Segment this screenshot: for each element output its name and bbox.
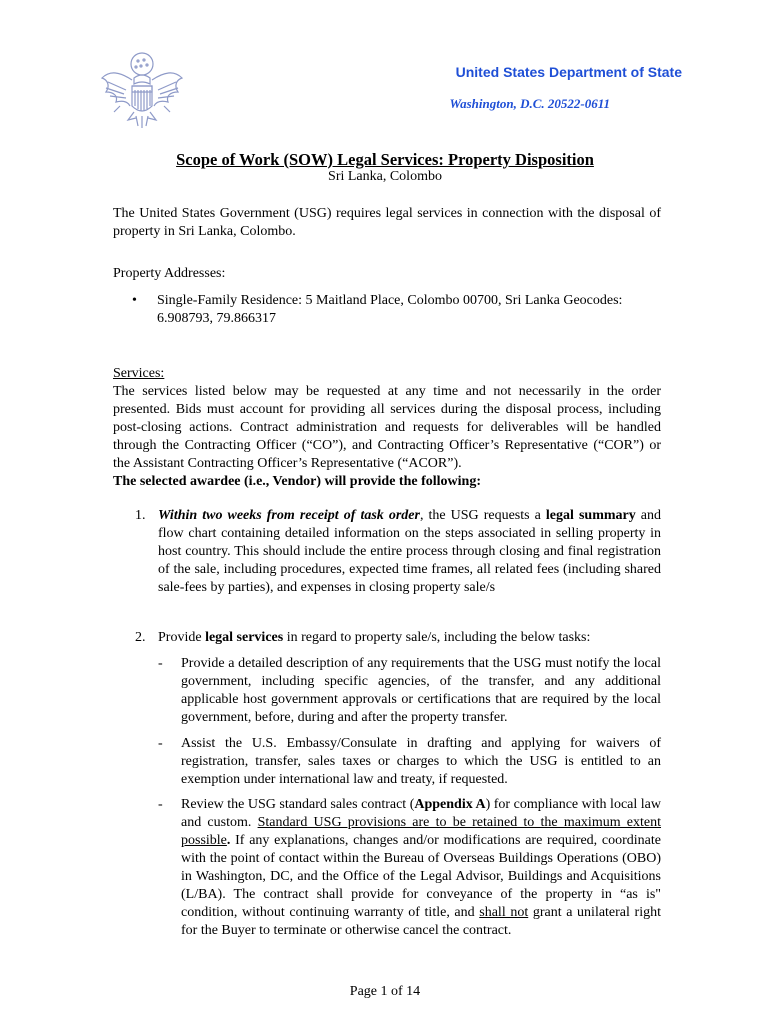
sub-item-1-dash: - [158,656,163,671]
item-1-text [158,507,661,597]
sub-item-3-a: Review the USG standard sales contract ( [181,797,415,812]
bullet-icon: • [132,293,137,308]
sub-item-2-dash: - [158,736,163,751]
sub-item-1-text: Provide a detailed description of any requirements that the USG must notify the local government, including specific agencies, of the transfer, and any additional applicable host government approvals or certifications that are required by the local government, before, during and after the property transfer. [181,656,661,725]
services-heading: Services: [113,366,165,381]
sub-item-3-c: If any explanations, changes and/or modifications are required, coordinate with the point of contact within the Bureau of Overseas Buildings Operations (OBO) in Washington, DC, and the Office of the Legal Advisor, Buildings and Acquisitions (L/BA). The contract shall provide for conveyance of the property in “as is" condition, without continuing warranty of title, and [181,833,661,920]
item-2-number: 2. [135,630,146,645]
item-1-text-a: , the USG requests a [419,508,546,523]
sub-item-2-text: Assist the U.S. Embassy/Consulate in drafting and applying for waivers of registration, transfer, sales taxes or charges to which the USG is entitled to an exemption under international law and treaty, if requested. [181,736,661,787]
sub-item-3-underlined: Standard USG provisions are to be retained to the maximum extent possible [181,815,662,848]
sub-item-3-text [181,796,661,940]
agency-address: Washington, D.C. 20522-0611 [449,96,610,111]
item-1-number: 1. [135,508,146,523]
item-1-text-b: and flow chart containing detailed information on the steps associated in selling property in host country. This should include the entire process through closing and final registration of the sale, including procedures, expected time frames, all related fees (including shared sale-fees by parties), and expenses in closing property sale/s [158,508,662,595]
sub-item-3-period: . [226,833,231,848]
item-1-bold: legal summary [545,508,636,523]
item-2-text-b: in regard to property sale/s, including the below tasks: [283,630,591,645]
item-2-bold: legal services [205,630,284,645]
sub-item-3-b: ) for compliance with local law and custom. [181,797,661,830]
property-heading: Property Addresses: [113,266,226,281]
services-bold-line: The selected awardee (i.e., Vendor) will provide the following: [113,474,481,489]
sub-item-3-dash: - [158,797,163,812]
intro-paragraph: The United States Government (USG) requires legal services in connection with the disposal of property in Sri Lanka, Colombo. [113,206,661,239]
property-address: Single-Family Residence: 5 Maitland Place, Colombo 00700, Sri Lanka Geocodes: 6.908793, 79.866317 [157,293,623,326]
great-seal-icon [100,50,184,132]
sub-item-3-d: grant a unilateral right for the Buyer to terminate or otherwise cancel the contract. [181,905,661,938]
services-section [113,365,661,491]
agency-name: United States Department of State [455,64,682,80]
item-1-lead: Within two weeks from receipt of task order [158,508,420,523]
sub-item-3-shall-not: shall not [479,905,529,920]
appendix-reference: Appendix A [414,797,486,812]
item-2-text-a: Provide [158,630,206,645]
document-title: Scope of Work (SOW) Legal Services: Property Disposition [176,150,594,169]
item-2-text [158,629,661,647]
page-number: Page 1 of 14 [349,984,421,999]
document-subtitle: Sri Lanka, Colombo [328,169,442,184]
services-paragraph: The services listed below may be requested at any time and not necessarily in the order presented. Bids must account for providing all services during the disposal process, including post-closing actions. Contract administration and requests for deliverables will be handled through the Contracting Officer (“CO”), and Contracting Officer’s Representative (“COR”) or the Assistant Contracting Officer’s Representative (“ACOR”). [113,384,661,471]
